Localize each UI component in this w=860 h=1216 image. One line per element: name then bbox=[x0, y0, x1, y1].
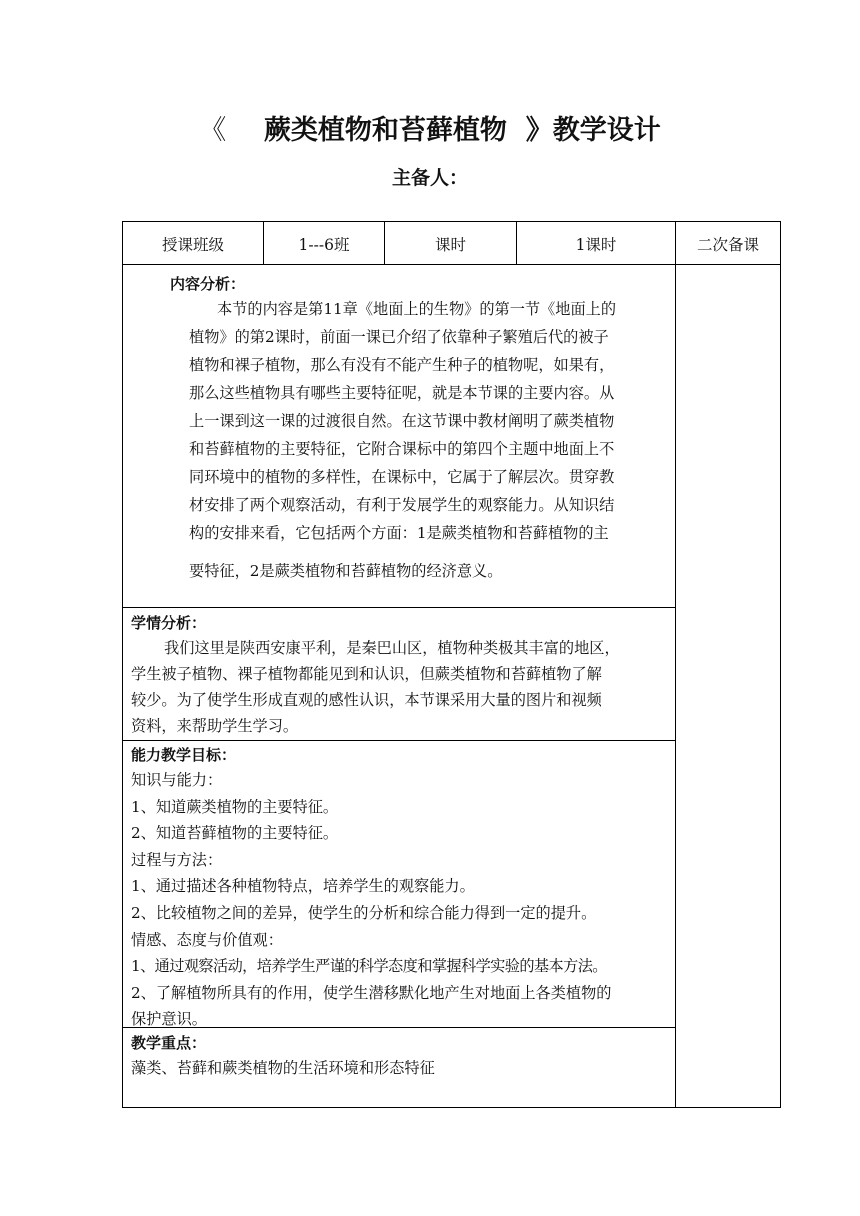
document-title bbox=[0, 108, 860, 147]
objective-line: 情感、态度与价值观： bbox=[131, 930, 283, 949]
title-close: 》教学设计 bbox=[525, 115, 661, 146]
objective-line: 1、通过观察活动，培养学生严谨的科学态度和掌握科学实验的基本方法。 bbox=[131, 957, 607, 976]
student-analysis-title: 学情分析： bbox=[131, 614, 207, 632]
table-col-divider bbox=[675, 221, 676, 1108]
class-label: 授课班级 bbox=[161, 236, 224, 254]
table-border-top bbox=[122, 221, 781, 222]
class-value: 1---6班 bbox=[298, 236, 350, 254]
objective-line: 过程与方法： bbox=[131, 850, 223, 869]
content-analysis-line: 同环境中的植物的多样性，在课标中，它属于了解层次。贯穿教 bbox=[189, 468, 615, 486]
table-header-bottom bbox=[122, 264, 781, 265]
key-points-title: 教学重点： bbox=[131, 1034, 207, 1052]
section-divider-2 bbox=[122, 740, 676, 741]
section-divider-1 bbox=[122, 607, 676, 608]
content-analysis-line: 那么这些植物具有哪些主要特征呢，就是本节课的主要内容。从 bbox=[189, 384, 615, 402]
student-analysis-line: 学生被子植物、裸子植物都能见到和认识，但蕨类植物和苔藓植物了解 bbox=[131, 665, 602, 683]
content-analysis-line: 本节的内容是第11章《地面上的生物》的第一节《地面上的 bbox=[217, 300, 617, 318]
objective-line: 1、知道蕨类植物的主要特征。 bbox=[131, 797, 339, 816]
objectives-title: 能力教学目标： bbox=[131, 746, 237, 764]
period-label: 课时 bbox=[434, 236, 466, 254]
table-border-left bbox=[122, 221, 123, 1108]
second-prep-label: 二次备课 bbox=[696, 236, 759, 254]
objective-line: 2、比较植物之间的差异，使学生的分析和综合能力得到一定的提升。 bbox=[131, 903, 597, 922]
student-analysis-line: 资料，来帮助学生学习。 bbox=[131, 717, 299, 735]
content-analysis-line: 材安排了两个观察活动，有利于发展学生的观察能力。从知识结 bbox=[189, 496, 615, 514]
student-analysis-line: 我们这里是陕西安康平利，是秦巴山区，植物种类极其丰富的地区， bbox=[164, 639, 620, 657]
objective-line: 2、了解植物所具有的作用，使学生潜移默化地产生对地面上各类植物的 bbox=[131, 983, 612, 1002]
objective-line: 保护意识。 bbox=[131, 1010, 207, 1029]
content-analysis-line: 植物》的第2课时，前面一课已介绍了依靠种子繁殖后代的被子 bbox=[189, 328, 609, 346]
objective-line: 2、知道苔藓植物的主要特征。 bbox=[131, 824, 339, 843]
content-analysis-line: 构的安排来看，它包括两个方面：1是蕨类植物和苔藓植物的主 bbox=[189, 524, 609, 542]
content-analysis-line: 上一课到这一课的过渡很自然。在这节课中教材阐明了蕨类植物 bbox=[189, 412, 615, 430]
title-open-quote: 《 bbox=[199, 115, 227, 146]
content-analysis-line: 和苔藓植物的主要特征，它附合课标中的第四个主题中地面上不 bbox=[189, 440, 615, 458]
objective-line: 1、通过描述各种植物特点，培养学生的观察能力。 bbox=[131, 877, 475, 896]
content-analysis-title: 内容分析： bbox=[170, 275, 246, 293]
period-value: 1课时 bbox=[575, 236, 617, 254]
preparer-label: 主备人： bbox=[391, 167, 468, 189]
key-points-text: 藻类、苔藓和蕨类植物的生活环境和形态特征 bbox=[131, 1059, 435, 1077]
content-analysis-line: 要特征，2是蕨类植物和苔藓植物的经济意义。 bbox=[189, 562, 503, 580]
student-analysis-line: 较少。为了使学生形成直观的感性认识，本节课采用大量的图片和视频 bbox=[131, 691, 602, 709]
title-main: 蕨类植物和苔藓植物 bbox=[263, 115, 507, 146]
table-border-right bbox=[780, 221, 781, 1108]
content-analysis-line: 植物和裸子植物，那么有没有不能产生种子的植物呢，如果有， bbox=[189, 356, 615, 374]
objective-line: 知识与能力： bbox=[131, 771, 223, 789]
objectives-list bbox=[131, 768, 611, 1032]
table-border-bottom bbox=[122, 1107, 781, 1108]
